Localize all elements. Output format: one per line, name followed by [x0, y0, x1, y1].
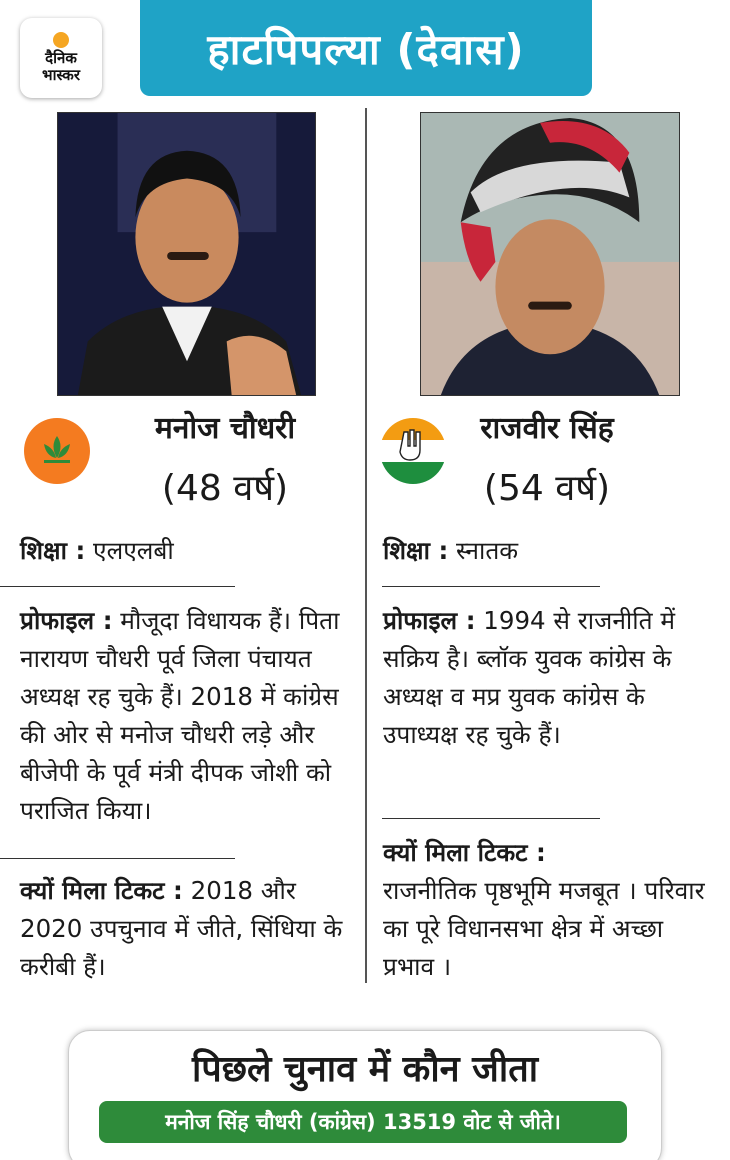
profile-left [20, 602, 350, 830]
profile-label: प्रोफाइल : [383, 606, 476, 635]
brand-line2: भास्कर [42, 66, 80, 84]
ticket-value: राजनीतिक पृष्ठभूमि मजबूत । परिवार का पूरे विधानसभा क्षेत्र में अच्छा प्रभाव । [383, 876, 705, 981]
education-left [20, 532, 350, 570]
brand-logo [20, 18, 102, 98]
sun-icon [53, 32, 69, 48]
candidate-photo-left [57, 112, 316, 396]
ticket-left [20, 872, 350, 986]
education-value: स्नातक [448, 536, 519, 565]
title-bar [140, 0, 592, 96]
profile-label: प्रोफाइल : [20, 606, 113, 635]
ticket-value: 2018 और 2020 उपचुनाव में जीते, सिंधिया के करीबी हैं। [20, 876, 343, 981]
profile-value: मौजूदा विधायक हैं। पिता नारायण चौधरी पूर्व जिला पंचायत अध्यक्ष रह चुके हैं। 2018 में कांग्रेस की ओर से मनोज चौधरी लड़े और बीजेपी के पूर्व मंत्री दीपक जोशी को पराजित किया। [20, 606, 340, 825]
candidate-name-left: मनोज चौधरी [154, 411, 296, 446]
divider [0, 858, 235, 859]
ticket-label: क्यों मिला टिकट : [383, 838, 546, 867]
last-election-box [68, 1030, 662, 1160]
page-title: हाटपिपल्या (देवास) [207, 24, 525, 74]
ticket-label: क्यों मिला टिकट : [20, 876, 183, 905]
congress-hand-icon [380, 418, 446, 484]
bjp-lotus-icon [24, 418, 90, 484]
education-label: शिक्षा : [383, 536, 449, 565]
candidate-name-right: राजवीर सिंह [480, 411, 614, 446]
last-election-result: मनोज सिंह चौधरी (कांग्रेस) 13519 वोट से जीते। [99, 1101, 627, 1143]
profile-right [383, 602, 713, 754]
candidate-age-right: (54 वर्ष) [483, 468, 611, 509]
divider [382, 818, 600, 819]
education-value: एलएलबी [85, 536, 174, 565]
column-divider [365, 108, 367, 983]
candidate-photo-right [420, 112, 680, 396]
last-election-title: पिछले चुनाव में कौन जीता [191, 1049, 539, 1090]
education-right [383, 532, 713, 570]
divider [382, 586, 600, 587]
divider [0, 586, 235, 587]
education-label: शिक्षा : [20, 536, 86, 565]
brand-line1: दैनिक [45, 49, 77, 67]
ticket-right [383, 834, 713, 986]
profile-value: 1994 से राजनीति में सक्रिय है। ब्लॉक युवक कांग्रेस के अध्यक्ष व मप्र युवक कांग्रेस के उपाध्यक्ष रह चुके हैं। [383, 606, 676, 749]
candidate-age-left: (48 वर्ष) [161, 468, 289, 509]
